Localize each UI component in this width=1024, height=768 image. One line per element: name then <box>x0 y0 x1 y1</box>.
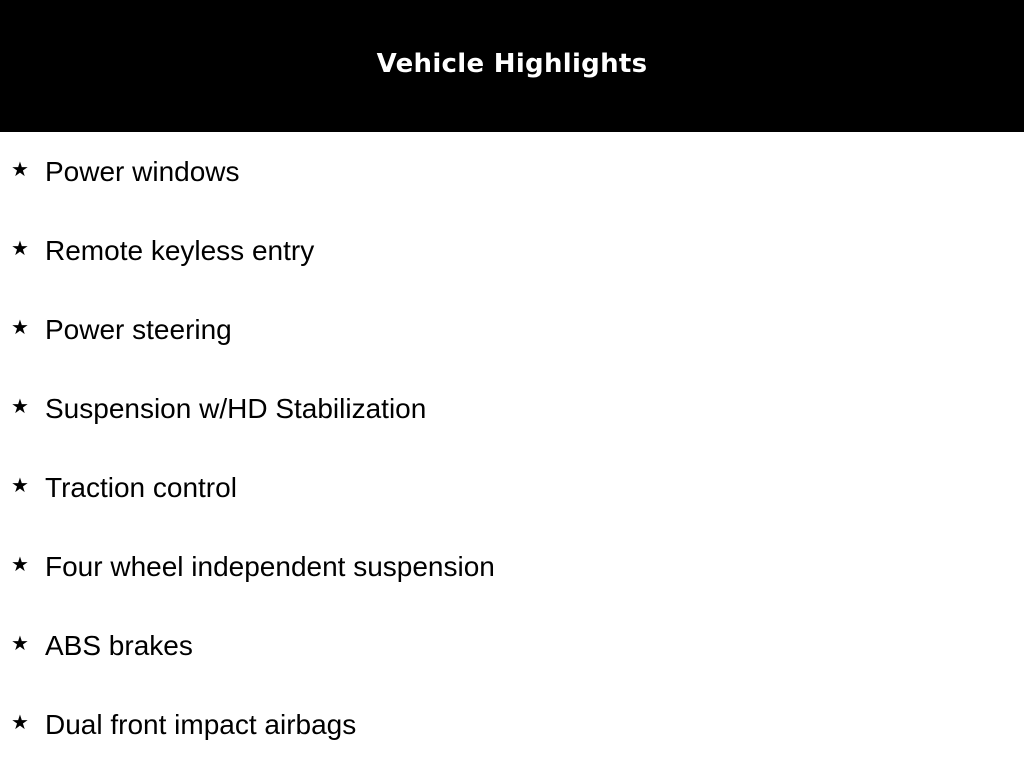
star-icon: ★ <box>11 710 29 734</box>
list-item <box>0 448 1024 527</box>
highlights-list <box>0 132 1024 764</box>
star-icon: ★ <box>11 157 29 181</box>
highlight-label: Suspension w/HD Stabilization <box>45 393 427 424</box>
list-item <box>0 132 1024 211</box>
highlight-label: Four wheel independent suspension <box>45 551 495 582</box>
highlight-label: Traction control <box>45 472 237 503</box>
highlight-label: Power steering <box>45 314 232 345</box>
page-title: Vehicle Highlights <box>376 49 648 79</box>
star-icon: ★ <box>11 315 29 339</box>
highlight-label: Dual front impact airbags <box>45 709 357 740</box>
star-icon: ★ <box>11 236 29 260</box>
star-icon: ★ <box>11 394 29 418</box>
star-icon: ★ <box>11 631 29 655</box>
highlight-label: Power windows <box>45 156 240 187</box>
highlight-label: ABS brakes <box>45 630 193 661</box>
list-item <box>0 211 1024 290</box>
list-item <box>0 369 1024 448</box>
star-icon: ★ <box>11 552 29 576</box>
list-item <box>0 685 1024 764</box>
star-icon: ★ <box>11 473 29 497</box>
list-item <box>0 606 1024 685</box>
list-item <box>0 527 1024 606</box>
highlight-label: Remote keyless entry <box>45 235 315 266</box>
page-header <box>0 0 1024 132</box>
list-item <box>0 290 1024 369</box>
